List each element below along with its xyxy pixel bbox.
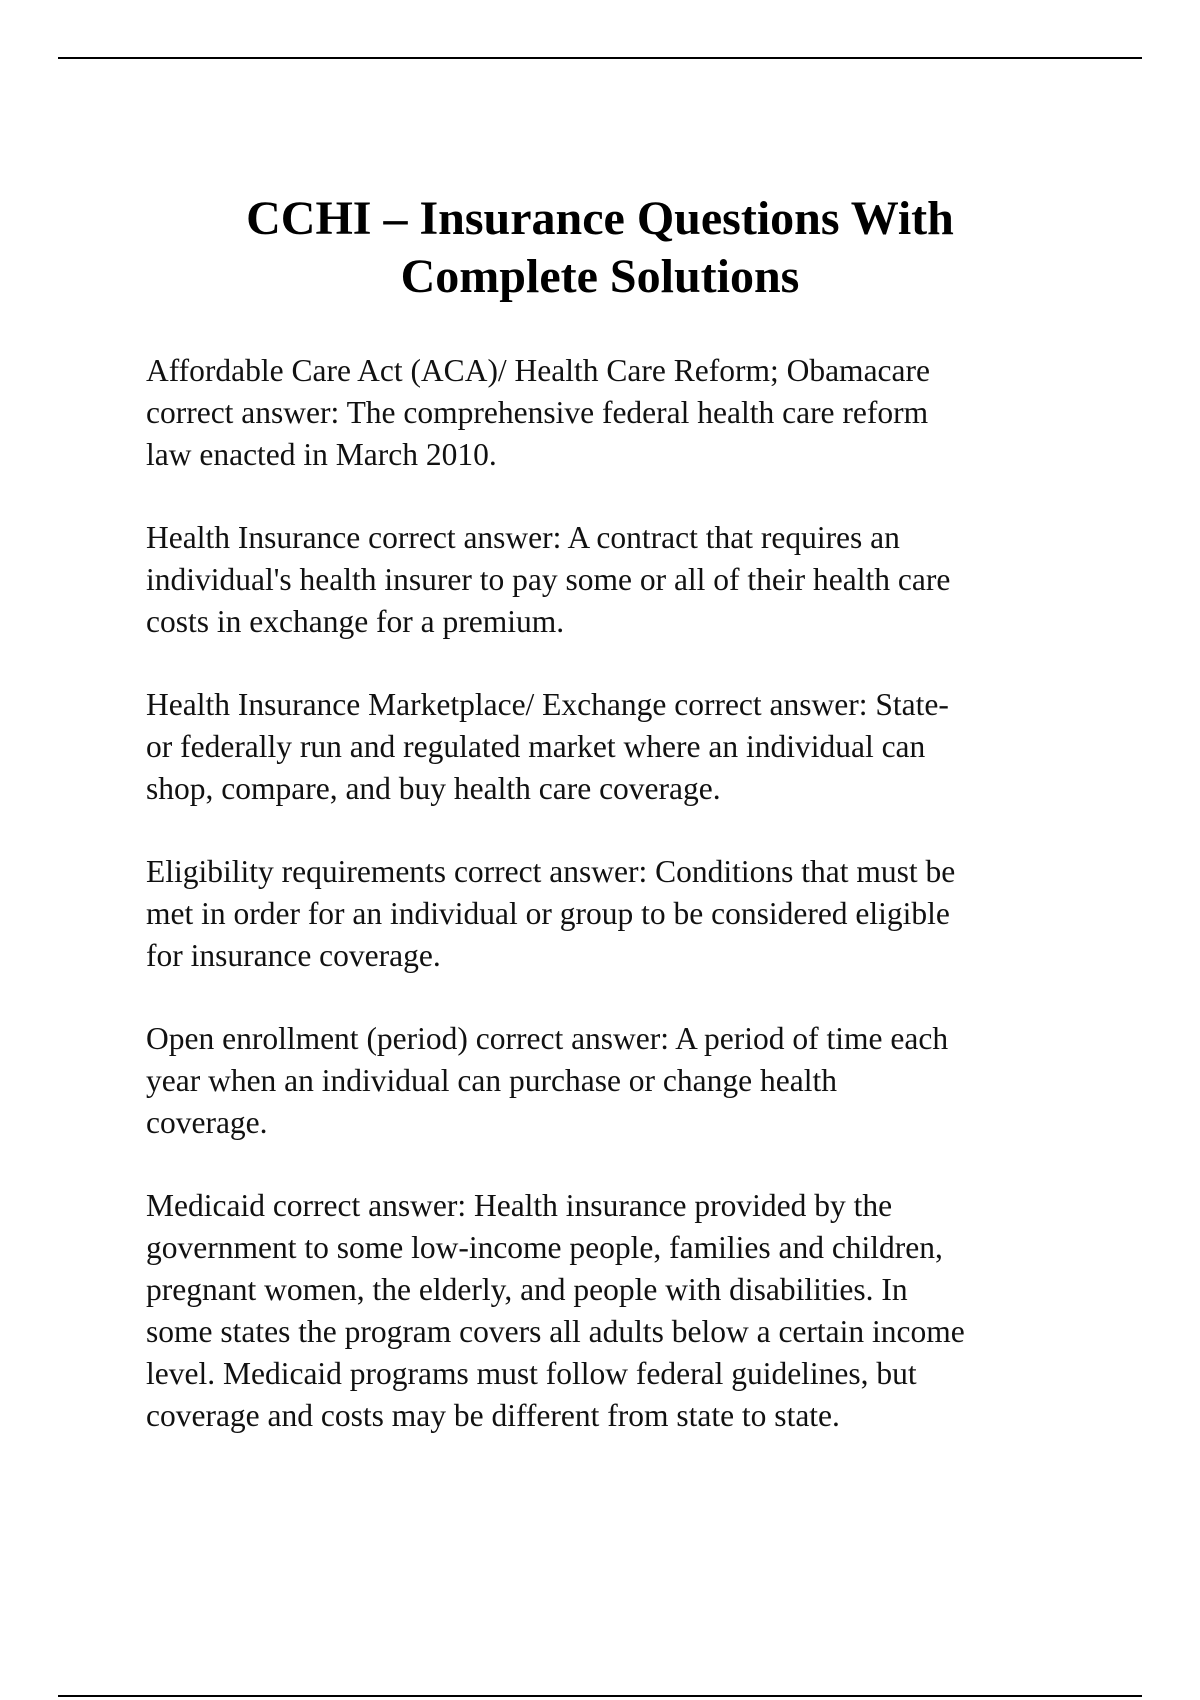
- entry-line: year when an individual can purchase or change health: [146, 1063, 837, 1098]
- entry-line: for insurance coverage.: [146, 938, 441, 973]
- title-line: Complete Solutions: [400, 250, 800, 303]
- entry-line: pregnant women, the elderly, and people with disabilities. In: [146, 1272, 908, 1307]
- entry-line: some states the program covers all adults below a certain income: [146, 1314, 965, 1349]
- entry-line: government to some low-income people, families and children,: [146, 1230, 943, 1265]
- entry-line: level. Medicaid programs must follow federal guidelines, but: [146, 1356, 917, 1391]
- entry-line: Affordable Care Act (ACA)/ Health Care Reform; Obamacare: [146, 353, 930, 388]
- entry-line: costs in exchange for a premium.: [146, 604, 565, 639]
- entry-line: coverage.: [146, 1105, 268, 1140]
- qa-entry-health-insurance: [146, 517, 1106, 643]
- qa-entry-open-enrollment: [146, 1018, 1106, 1144]
- entry-line: or federally run and regulated market where an individual can: [146, 729, 926, 764]
- header-rule: [58, 57, 1142, 59]
- entry-line: law enacted in March 2010.: [146, 437, 497, 472]
- qa-list: [146, 350, 1106, 1478]
- qa-entry-eligibility: [146, 851, 1106, 977]
- qa-entry-marketplace: [146, 684, 1106, 810]
- entry-line: Eligibility requirements correct answer: Conditions that must be: [146, 854, 956, 889]
- entry-line: Open enrollment (period) correct answer: A period of time each: [146, 1021, 949, 1056]
- entry-line: coverage and costs may be different from state to state.: [146, 1398, 840, 1433]
- entry-line: shop, compare, and buy health care coverage.: [146, 771, 721, 806]
- entry-line: individual's health insurer to pay some or all of their health care: [146, 562, 951, 597]
- qa-entry-aca: [146, 350, 1106, 476]
- entry-line: Health Insurance correct answer: A contract that requires an: [146, 520, 900, 555]
- footer-rule: [58, 1695, 1142, 1697]
- qa-entry-medicaid: [146, 1185, 1106, 1437]
- entry-line: correct answer: The comprehensive federal health care reform: [146, 395, 929, 430]
- entry-line: Health Insurance Marketplace/ Exchange correct answer: State-: [146, 687, 949, 722]
- entry-line: met in order for an individual or group to be considered eligible: [146, 896, 950, 931]
- title-line: CCHI – Insurance Questions With: [246, 192, 954, 245]
- entry-line: Medicaid correct answer: Health insurance provided by the: [146, 1188, 893, 1223]
- document-title: [100, 190, 1100, 306]
